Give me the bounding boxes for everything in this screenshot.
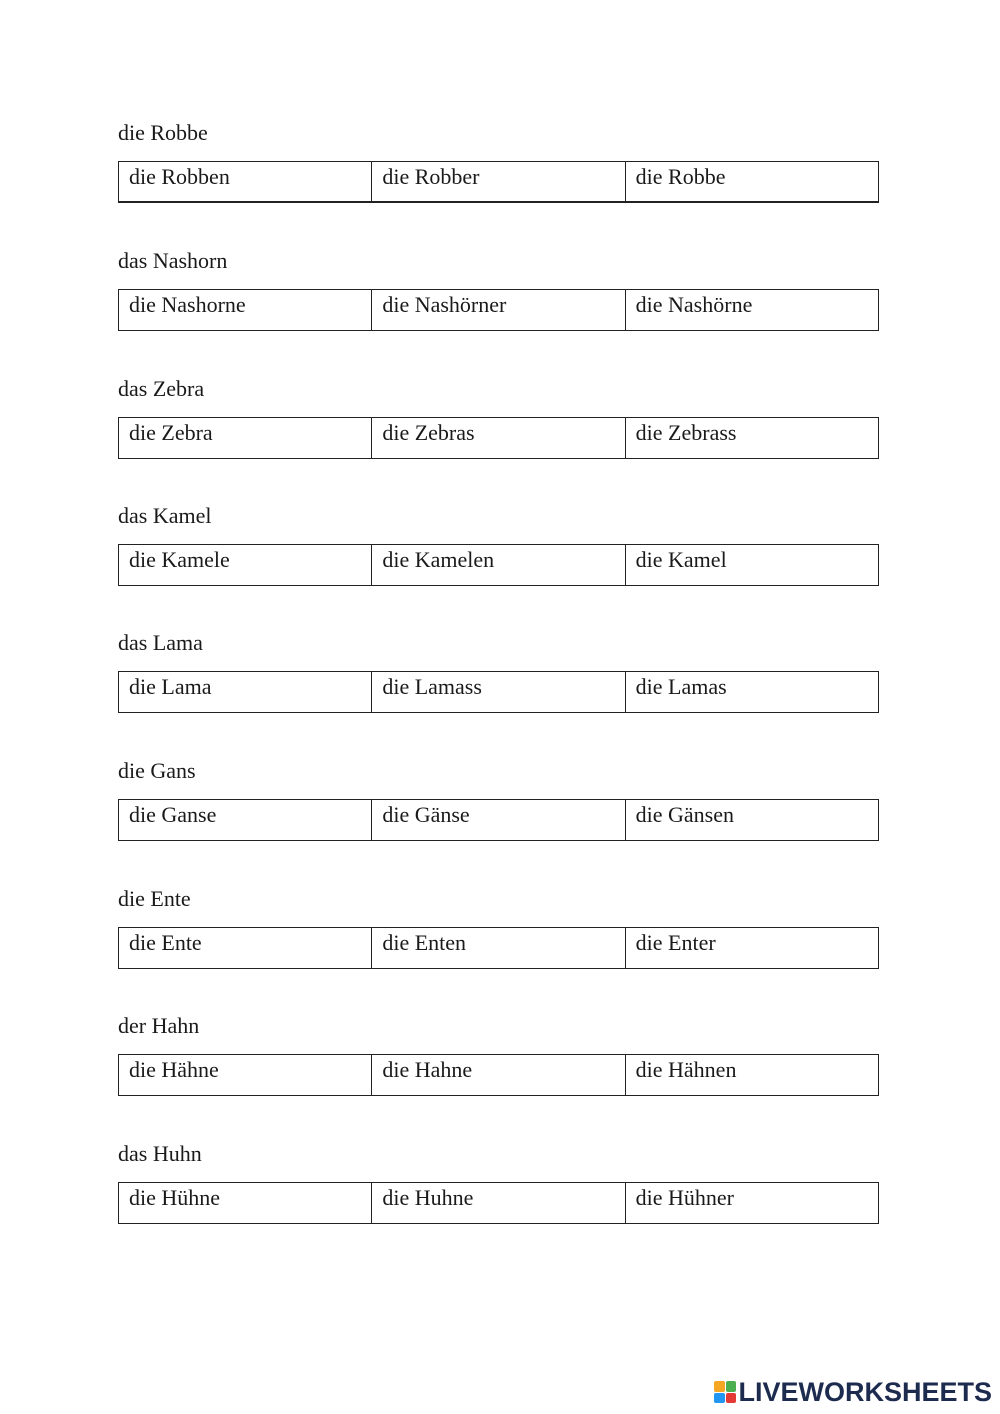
question-gans (118, 758, 879, 827)
logo-mark-tile (726, 1393, 737, 1404)
choice-option[interactable]: die Gänse (372, 800, 625, 841)
question-ente (118, 886, 879, 955)
singular-word: die Robbe (118, 120, 208, 145)
logo-mark-tile (714, 1393, 725, 1404)
choice-option[interactable]: die Gänsen (625, 800, 878, 841)
choice-option[interactable]: die Hähne (119, 1055, 372, 1096)
choice-option[interactable]: die Lamas (625, 672, 878, 713)
question-lama (118, 630, 879, 699)
choice-option[interactable]: die Kamelen (372, 545, 625, 586)
choice-option[interactable]: die Nashorne (119, 290, 372, 331)
singular-word: die Gans (118, 758, 196, 783)
choice-option[interactable]: die Robben (119, 162, 372, 203)
choice-option[interactable]: die Zebra (119, 418, 372, 459)
choice-option[interactable]: die Lama (119, 672, 372, 713)
plural-choices (118, 927, 879, 969)
question-hahn (118, 1013, 879, 1082)
choice-option[interactable]: die Ganse (119, 800, 372, 841)
plural-choices (118, 417, 879, 459)
plural-choices (118, 799, 879, 841)
plural-choices (118, 671, 879, 713)
choice-option[interactable]: die Robbe (625, 162, 878, 203)
plural-choices (118, 161, 879, 203)
choice-option[interactable]: die Nashörne (625, 290, 878, 331)
choice-option[interactable]: die Kamele (119, 545, 372, 586)
singular-word: das Zebra (118, 376, 205, 401)
liveworksheets-logo (714, 1378, 992, 1406)
choice-option[interactable]: die Kamel (625, 545, 878, 586)
choice-option[interactable]: die Lamass (372, 672, 625, 713)
logo-text: LIVEWORKSHEETS (738, 1376, 992, 1407)
choice-option[interactable]: die Enten (372, 928, 625, 969)
choice-option[interactable]: die Huhne (372, 1183, 625, 1224)
plural-choices (118, 1182, 879, 1224)
question-zebra (118, 376, 879, 445)
choice-option[interactable]: die Hühner (625, 1183, 878, 1224)
logo-mark-icon (714, 1381, 736, 1403)
singular-word: das Lama (118, 630, 203, 655)
logo-mark-tile (714, 1381, 725, 1392)
choice-option[interactable]: die Hähnen (625, 1055, 878, 1096)
choice-option[interactable]: die Hahne (372, 1055, 625, 1096)
singular-word: das Huhn (118, 1141, 202, 1166)
choice-option[interactable]: die Ente (119, 928, 372, 969)
choice-option[interactable]: die Robber (372, 162, 625, 203)
question-kamel (118, 503, 879, 572)
choice-option[interactable]: die Hühne (119, 1183, 372, 1224)
choice-option[interactable]: die Zebrass (625, 418, 878, 459)
logo-mark-tile (726, 1381, 737, 1392)
question-nashorn (118, 248, 879, 317)
singular-word: das Kamel (118, 503, 212, 528)
choice-option[interactable]: die Zebras (372, 418, 625, 459)
choice-option[interactable]: die Enter (625, 928, 878, 969)
question-robbe (118, 120, 879, 189)
plural-choices (118, 544, 879, 586)
singular-word: die Ente (118, 886, 191, 911)
singular-word: der Hahn (118, 1013, 200, 1038)
question-huhn (118, 1141, 879, 1210)
singular-word: das Nashorn (118, 248, 228, 273)
plural-choices (118, 1054, 879, 1096)
choice-option[interactable]: die Nashörner (372, 290, 625, 331)
plural-choices (118, 289, 879, 331)
